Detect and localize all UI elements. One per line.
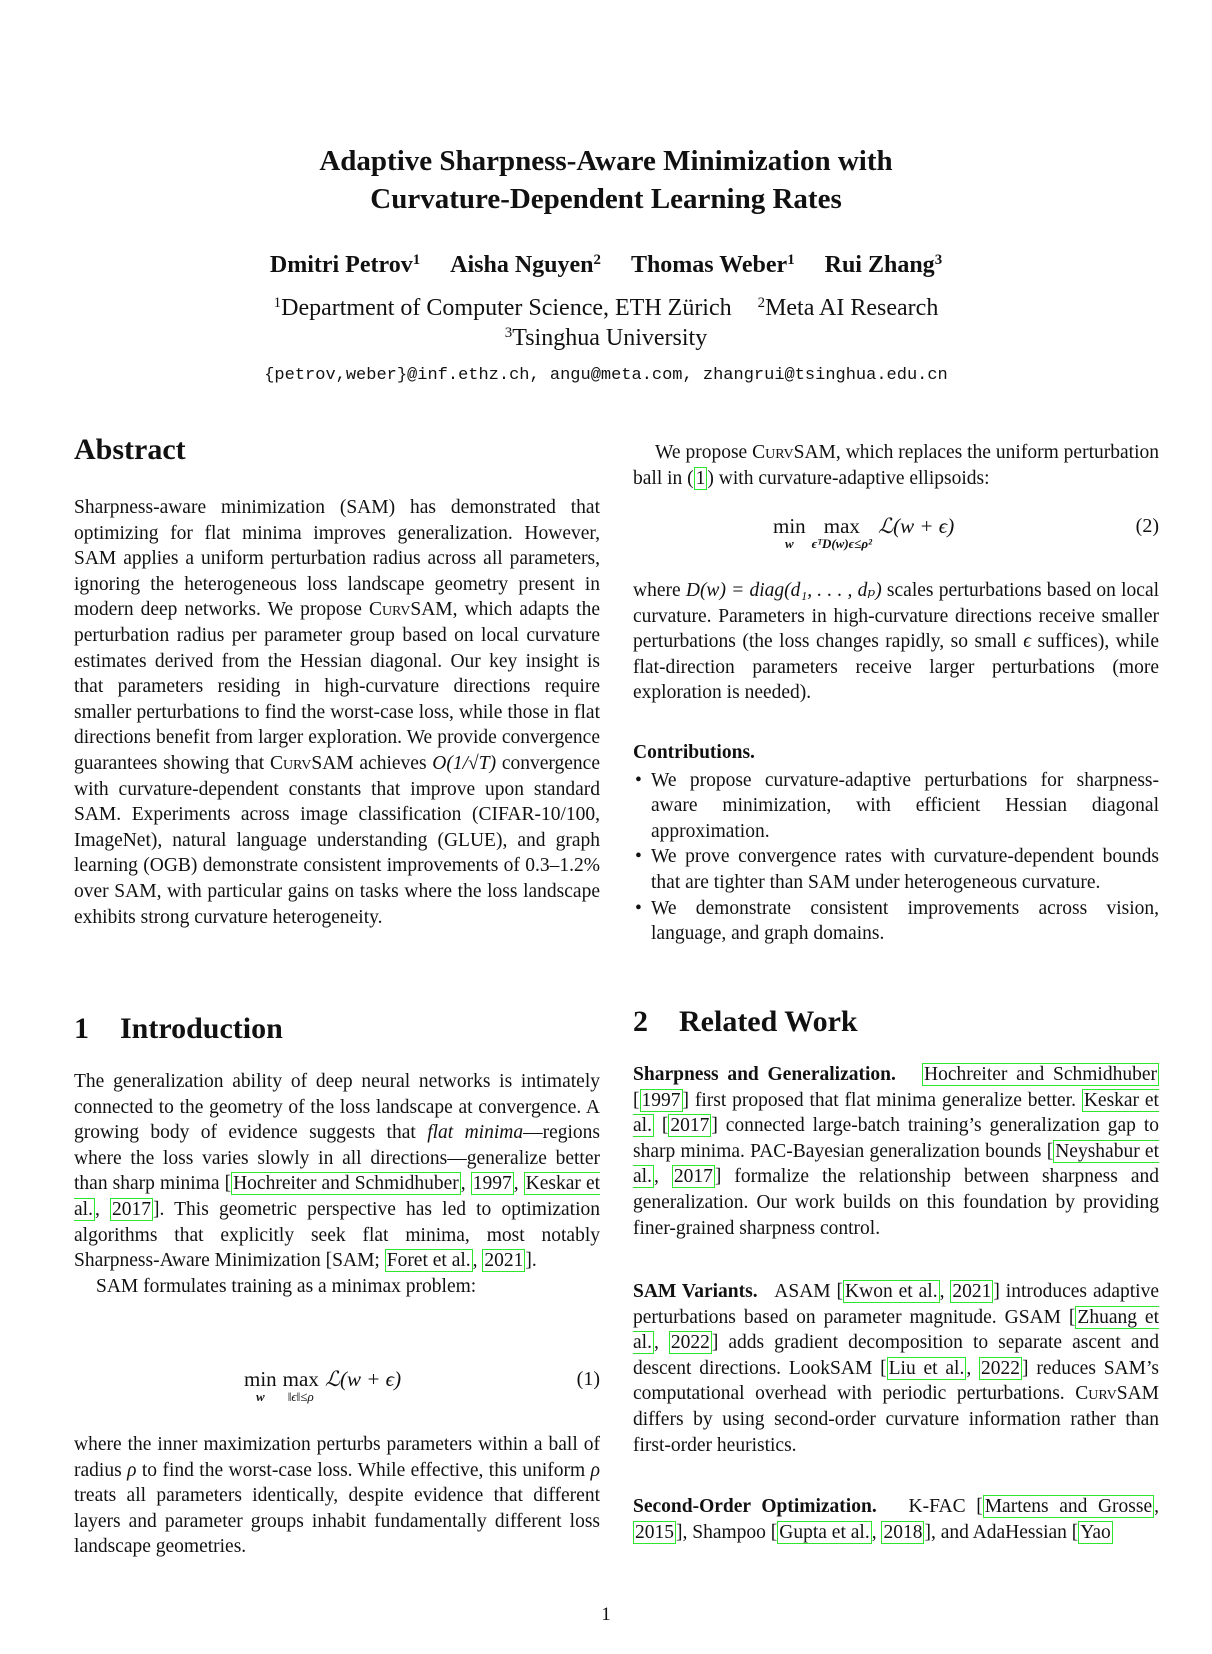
list-item-text: We prove convergence rates with curvature-dependent bounds that are tighter than SAM under heterogeneous curvature.: [651, 846, 1159, 893]
contributions: [633, 740, 1159, 947]
body-text: ], Shampoo [: [676, 1521, 778, 1543]
abstract-text: convergence with curvature-dependent constants that improve upon standard SAM. Experiments across image classification (CIFAR-10/100, ImageNet), natural language understanding (GLUE), and graph learning (OGB) demonstrate consistent improvements of 0.3–1.2% over SAM, with particular gains on tasks where the loss landscape exhibits strong curvature heterogeneity.: [74, 752, 600, 928]
citation-link[interactable]: Keskar et al.: [74, 1173, 601, 1220]
convergence-rate: O(1/√T): [432, 752, 497, 774]
author-name: Rui Zhang: [824, 252, 935, 278]
citation-link[interactable]: Gupta et al.: [779, 1521, 870, 1543]
bullet-icon: •: [635, 846, 642, 868]
author-3: [631, 252, 795, 278]
list-item: [633, 896, 1159, 947]
intro-body: [74, 1069, 600, 1299]
intro-text: The generalization ability of deep neural networks is intimately connected to the geometry of the loss landscape at convergence. A growing body of evidence suggests that: [74, 1071, 600, 1144]
intro-text: —regions where the loss varies slowly in all directions—generalize better than sharp minima [: [74, 1122, 600, 1195]
citation-year-link[interactable]: 2018: [883, 1521, 923, 1543]
method-name: CurvSAM: [269, 752, 354, 774]
intro-text: ]. This geometric perspective has led to optimization algorithms that explicitly seek flat minima, most notably Sharpness-Aware Minimization [SAM;: [74, 1198, 601, 1272]
equation-ref-link[interactable]: 1: [695, 467, 706, 489]
run-in-heading: SAM Variants.: [633, 1281, 758, 1302]
body-text: ] introduces adaptive perturbations based on parameter magnitude. GSAM [: [633, 1281, 1159, 1328]
intro-text: to find the worst-case loss. While effective, this uniform: [136, 1459, 591, 1481]
body-text: ] adds gradient decomposition to separate ascent and descent directions. LookSAM [: [633, 1332, 1159, 1379]
bullet-icon: •: [635, 897, 642, 919]
author-2: [450, 252, 601, 278]
related-second-order: Second-Order Optimization. K-FAC [ Martens and Grosse , 2015 ], Shampoo [ Gupta et al. , 2018 ], and AdaHessian [ Yao: [633, 1496, 1160, 1543]
min-operator: min w: [773, 514, 806, 551]
affil-text: Tsinghua University: [512, 325, 708, 351]
author-name: Aisha Nguyen: [450, 252, 594, 278]
equation-1-body: [244, 1368, 401, 1404]
max-operator: max ‖ϵ‖≤ρ: [282, 1367, 319, 1404]
intro-text: treats all parameters identically, despite evidence that different layers and parameter groups inhabit fundamentally different loss landscape geometries.: [74, 1485, 600, 1558]
method-name: CurvSAM: [368, 599, 453, 621]
body-text: differs by using second-order curvature information rather than first-order heuristics.: [633, 1408, 1159, 1456]
citation-link[interactable]: Hochreiter and Schmidhuber: [233, 1173, 459, 1195]
max-operator: max ϵᵀD(w)ϵ≤ρ²: [811, 514, 872, 551]
emphasis: flat minima: [427, 1122, 524, 1144]
author-1: [270, 252, 420, 278]
page-number: 1: [601, 1604, 611, 1625]
section-number: 1: [74, 1012, 89, 1045]
body-text: first proposed that flat minima generalize better.: [689, 1089, 1082, 1111]
author-list: [0, 249, 1212, 281]
method-intro-paragraph: [633, 440, 1159, 491]
min-operator: min w: [244, 1367, 277, 1404]
citation-link[interactable]: Kwon et al.: [845, 1281, 938, 1302]
affiliation-2: [758, 295, 939, 321]
related-sharpness: Sharpness and Generalization. Hochreiter and Schmidhuber [ 1997 ] first proposed that flat minima generalize better. Keskar et al. [ 2017 ] connected large-batch training’s generalization gap to sharp minima. PAC-Bayesian generalization bounds [ Neyshabur et al. , 2017 ] formalize the relationship between sharpness and generalization. Our work builds on this foundation by providing finer-grained sharpness control.: [633, 1064, 1160, 1239]
body-text: where: [633, 580, 686, 601]
citation-year-link[interactable]: 2017: [673, 1166, 713, 1188]
citation-year-link[interactable]: 2017: [670, 1115, 710, 1137]
citation-link[interactable]: Foret et al.: [386, 1250, 471, 1272]
method-description: [633, 578, 1159, 706]
affiliation-3: [505, 325, 707, 351]
equation-1: [74, 1368, 600, 1418]
abstract-body: [74, 495, 600, 930]
citation-year-link[interactable]: 2022: [670, 1332, 710, 1354]
run-in-heading: Second-Order Optimization.: [633, 1496, 877, 1517]
contributions-heading: Contributions.: [633, 742, 755, 763]
body-text: ] formalize the relationship between sharpness and generalization. Our work builds on this foundation by providing finer-grained sharpness control.: [633, 1166, 1160, 1239]
author-emails: {petrov,weber}@inf.ethz.ch, angu@meta.com, zhangrui@tsinghua.edu.cn: [264, 366, 948, 385]
list-item: [633, 844, 1159, 895]
section-1-heading: [74, 1011, 283, 1047]
citation-year-link[interactable]: 2021: [484, 1250, 524, 1272]
body-text: connected large-batch training’s generalization gap to sharp minima. PAC-Bayesian generalization bounds [: [633, 1115, 1159, 1162]
equation-number: (1): [576, 1368, 600, 1390]
citation-link[interactable]: Yao: [1080, 1521, 1111, 1543]
body-text: We propose: [655, 442, 753, 463]
math-epsilon: ϵ: [1023, 631, 1032, 653]
section-title: Introduction: [120, 1012, 283, 1045]
title-line-1: Adaptive Sharpness-Aware Minimization with: [319, 145, 893, 177]
citation-link[interactable]: Martens and Grosse: [984, 1496, 1153, 1517]
author-affil-sup: 2: [593, 251, 601, 268]
section-title: Related Work: [679, 1005, 858, 1038]
author-name: Dmitri Petrov: [269, 252, 413, 278]
affil-sup: 2: [757, 294, 766, 311]
author-affil-sup: 3: [934, 251, 943, 268]
math-rho: ρ: [590, 1459, 600, 1481]
intro-paragraph-1: The generalization ability of deep neural networks is intimately connected to the geometry of the loss landscape at convergence. A growing body of evidence suggests that flat minima—regions where the loss varies slowly in all directions—generalize better than sharp minima [ Hochreiter and Schmidhuber , 1997 , Keskar et al. , 2017 ]. This geometric perspective has led to optimization algorithms that explicitly seek flat minima, most notably Sharpness-Aware Minimization [SAM; Foret et al. , 2021 ].: [74, 1071, 601, 1272]
author-4: [825, 252, 943, 278]
equation-number: (2): [1135, 515, 1159, 537]
run-in-heading: Sharpness and Generalization.: [633, 1064, 896, 1085]
citation-year-link[interactable]: 2015: [635, 1521, 674, 1543]
citation-link[interactable]: Keskar et al.: [633, 1089, 1159, 1137]
section-number: 2: [633, 1005, 648, 1038]
affil-text: Meta AI Research: [765, 295, 939, 321]
body-text: ] reduces SAM’s computational overhead with periodic perturbations.: [633, 1357, 1159, 1405]
title-line-2: Curvature-Dependent Learning Rates: [370, 183, 842, 215]
affil-sup: 1: [273, 294, 282, 311]
math-rho: ρ: [127, 1459, 137, 1481]
citation-link[interactable]: Zhuang et al.: [633, 1306, 1160, 1354]
body-text: , which replaces the uniform perturbation ball in (: [633, 442, 1159, 489]
affiliations: [0, 293, 1212, 353]
citation-year-link[interactable]: 2022: [981, 1357, 1021, 1379]
list-item-text: We propose curvature-adaptive perturbations for sharpness-aware minimization, with efficient Hessian diagonal approximation.: [651, 769, 1159, 842]
affil-sup: 3: [504, 324, 513, 341]
abstract-text: achieves: [353, 752, 433, 774]
body-text: ASAM [: [774, 1281, 844, 1302]
method-name: CurvSAM: [1075, 1383, 1159, 1405]
author-affil-sup: 1: [787, 251, 795, 268]
related-sam-variants: SAM Variants. ASAM [ Kwon et al. , 2021 ] introduces adaptive perturbations based on parameter magnitude. GSAM [ Zhuang et al. , 2022 ] adds gradient decomposition to separate ascent and descent directions. LookSAM [ Liu et al. , 2022 ] reduces SAM’s computational overhead with periodic perturbations. CurvSAM differs by using second-order curvature information rather than first-order heuristics.: [633, 1281, 1160, 1456]
loss-expression: ℒ(w + ϵ): [878, 514, 955, 538]
section-2-heading: [633, 1004, 858, 1040]
body-text: scales perturbations based on local curvature. Parameters in high-curvature directions receive smaller perturbations (the loss changes rapidly, so small: [633, 580, 1160, 653]
body-text: K-FAC [: [908, 1496, 983, 1517]
body-text: ], and AdaHessian [: [924, 1521, 1079, 1543]
affiliation-1: [274, 295, 732, 321]
body-text: suffices), while flat-direction parameters receive larger perturbations (more exploration is needed).: [633, 631, 1159, 704]
intro-text: ].: [525, 1250, 537, 1272]
citation-link[interactable]: Hochreiter and Schmidhuber: [924, 1064, 1157, 1085]
citation-link[interactable]: Liu et al.: [888, 1357, 965, 1379]
affil-text: Department of Computer Science, ETH Zürich: [281, 295, 732, 321]
list-item: [633, 768, 1159, 845]
citation-year-link[interactable]: 1997: [472, 1173, 512, 1195]
intro-paragraph-2: SAM formulates training as a minimax problem:: [96, 1275, 477, 1297]
math-diag: D(w) = diag(d₁, . . . , dₚ): [685, 580, 882, 601]
list-item-text: We demonstrate consistent improvements across vision, language, and graph domains.: [651, 897, 1159, 945]
citation-year-link[interactable]: 2021: [952, 1281, 992, 1302]
body-text: ) with curvature-adaptive ellipsoids:: [707, 467, 990, 489]
citation-year-link[interactable]: 2017: [111, 1198, 151, 1220]
equation-2-body: [773, 515, 954, 551]
bullet-icon: •: [635, 769, 642, 791]
abstract-text: Sharpness-aware minimization (SAM) has demonstrated that optimizing for flat minima improves generalization. However, SAM applies a uniform perturbation radius across all parameters, ignoring the heterogeneous loss landscape geometry present in modern deep networks. We propose: [74, 497, 600, 621]
citation-link[interactable]: Neyshabur et al.: [633, 1140, 1159, 1188]
equation-2: [633, 515, 1159, 565]
paper-title: [0, 142, 1212, 218]
abstract-text: , which adapts the perturbation radius per parameter group based on local curvature estimates derived from the Hessian diagonal. Our key insight is that parameters residing in high-curvature directions require smaller perturbations to find the worst-case loss, while those in flat directions benefit from larger exploration. We provide convergence guarantees showing that: [74, 599, 601, 774]
contributions-list: [633, 768, 1159, 947]
intro-paragraph-3: [74, 1432, 600, 1560]
citation-year-link[interactable]: 1997: [641, 1089, 681, 1111]
loss-expression: ℒ(w + ϵ): [324, 1367, 402, 1391]
intro-text: where the inner maximization perturbs parameters within a ball of radius: [74, 1434, 600, 1481]
author-affil-sup: 1: [412, 251, 421, 268]
author-name: Thomas Weber: [630, 252, 788, 278]
abstract-heading: Abstract: [74, 433, 186, 466]
method-name: CurvSAM: [752, 442, 836, 463]
